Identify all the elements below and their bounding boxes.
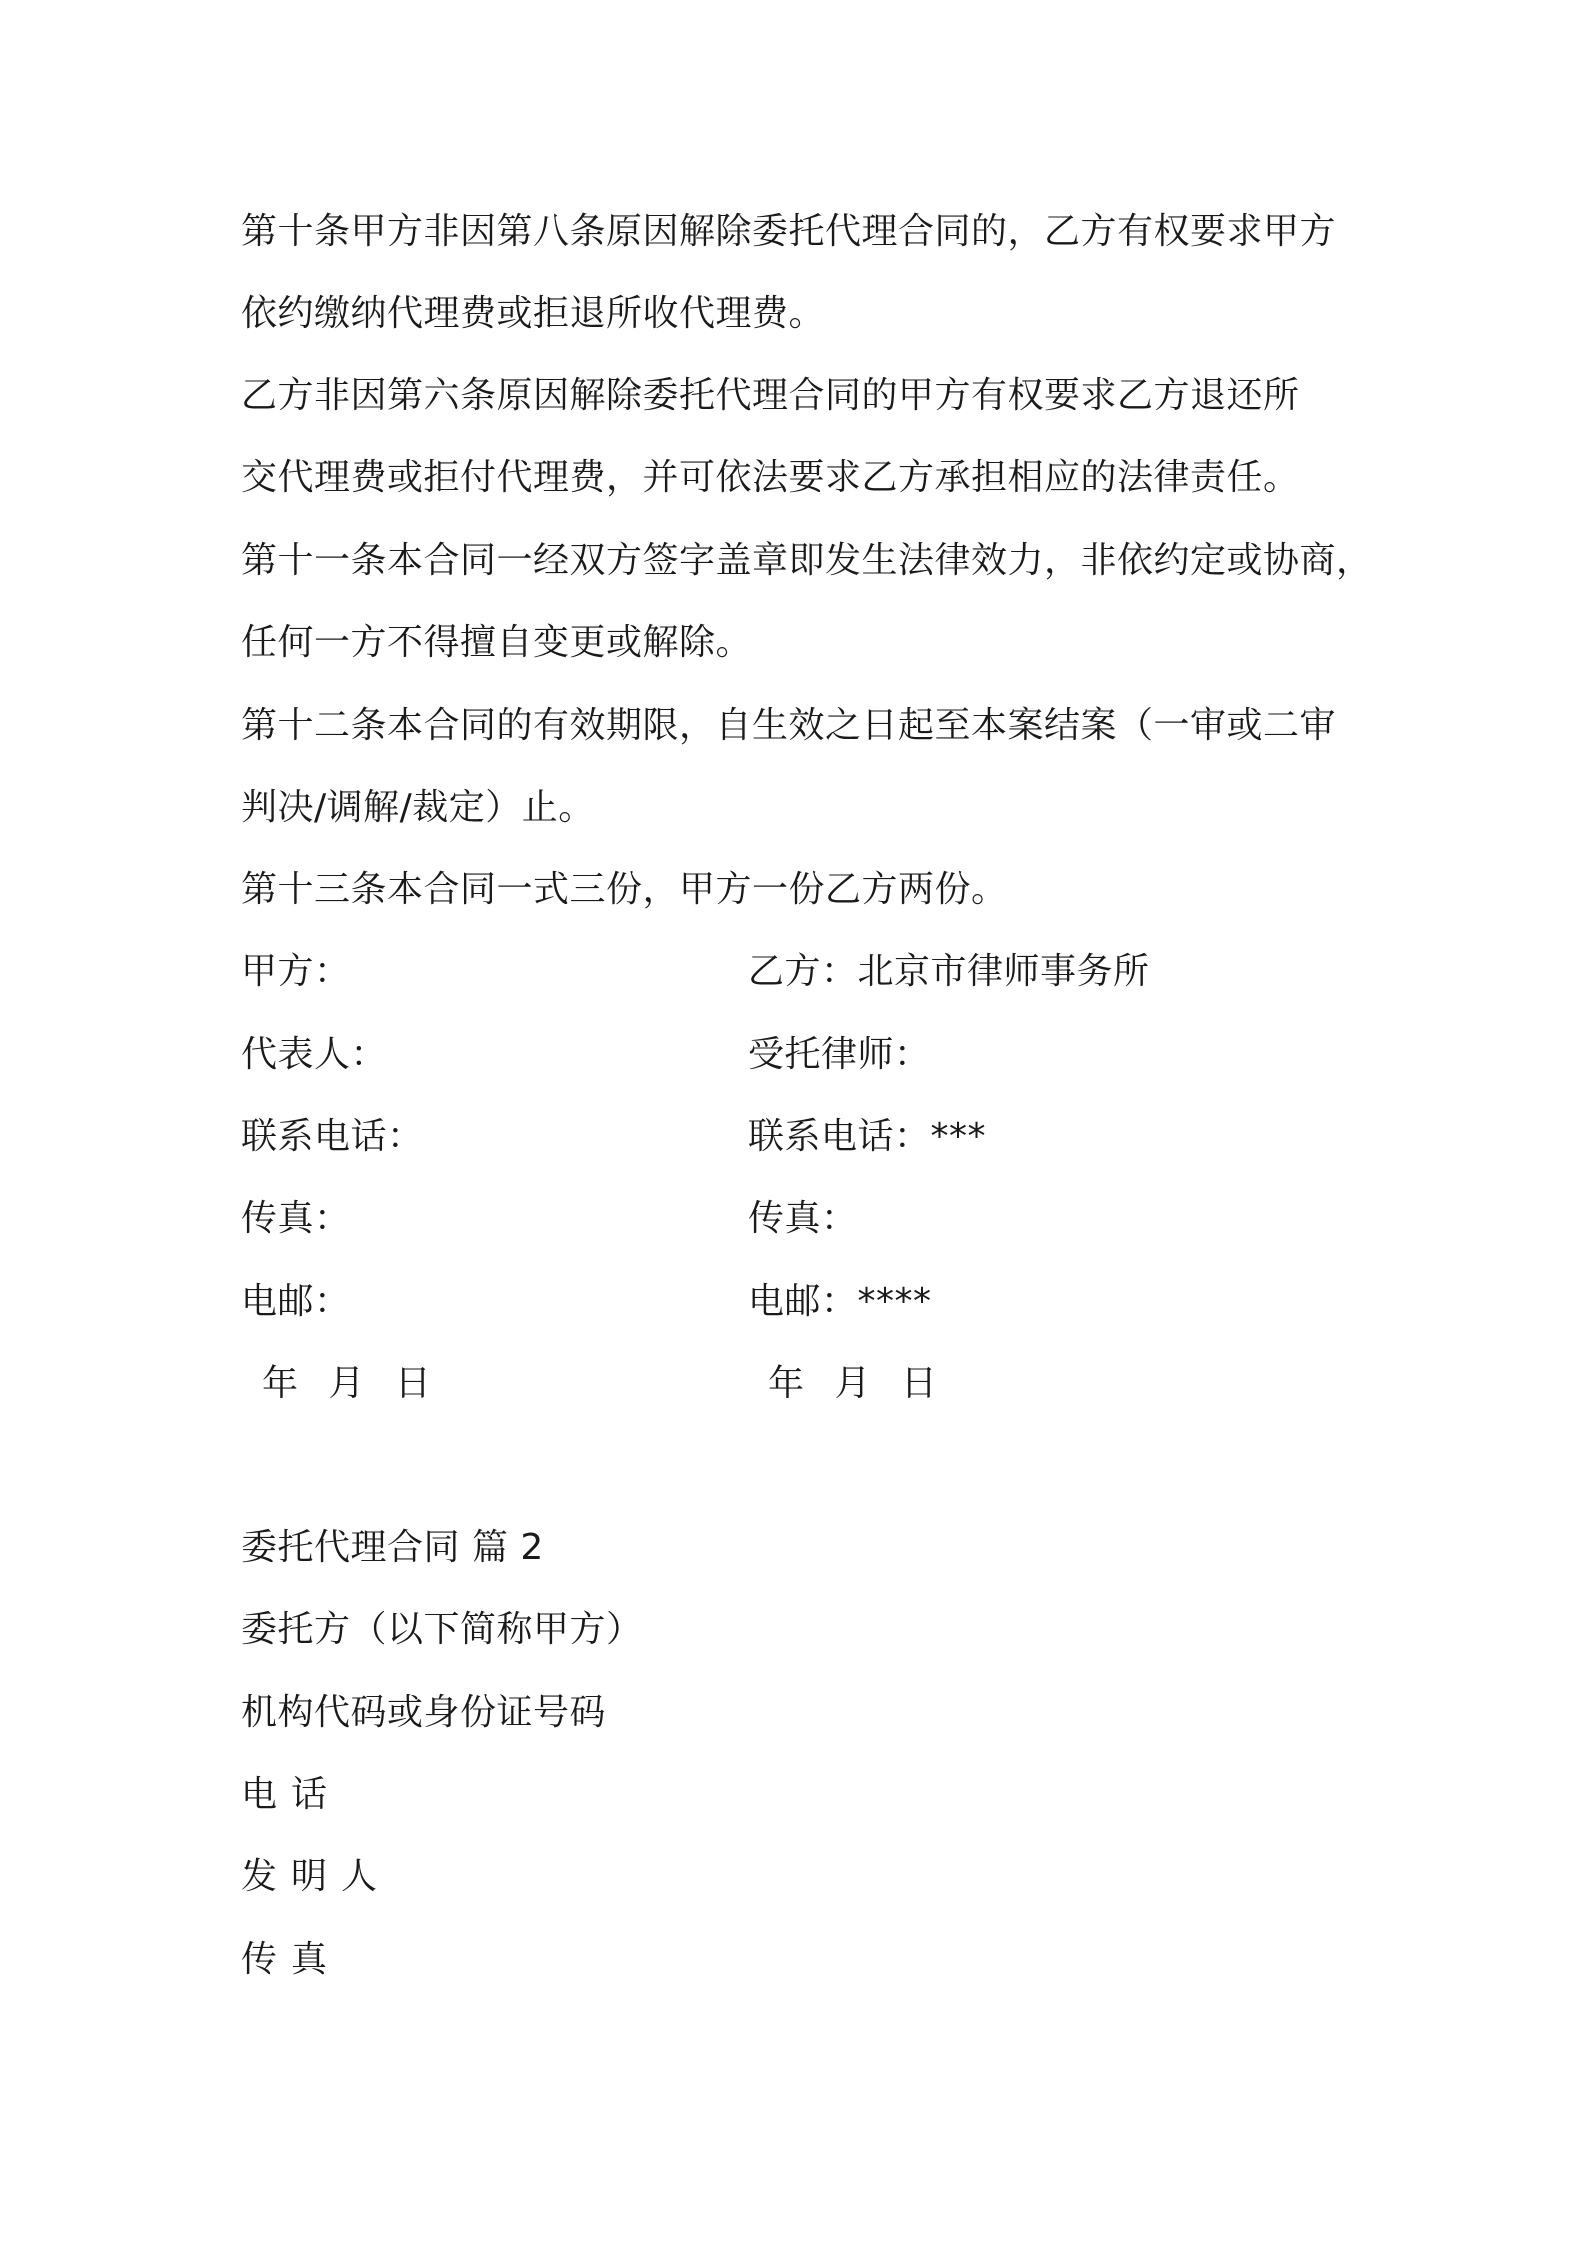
party-b-email-label: 电邮：**** (748, 1281, 932, 1322)
party-a-email-label: 电邮： (241, 1281, 351, 1322)
section-2-org-code-line: 机构代码或身份证号码 (241, 1692, 607, 1733)
party-a-representative-label: 代表人： (241, 1034, 388, 1075)
party-b-date: 年 月 日 (768, 1363, 938, 1404)
article-10-line-2: 依约缴纳代理费或拒退所收代理费。 (241, 293, 826, 334)
article-13-line-1: 第十三条本合同一式三份，甲方一份乙方两份。 (241, 869, 1008, 910)
article-12-line-2: 判决/调解/裁定）止。 (241, 787, 595, 828)
section-2-title: 委托代理合同 篇 2 (241, 1527, 544, 1568)
party-a-date: 年 月 日 (262, 1363, 432, 1404)
article-11-line-1: 第十一条本合同一经双方签字盖章即发生法律效力，非依约定或协商， (241, 540, 1373, 581)
party-a-phone-label: 联系电话： (241, 1116, 424, 1157)
party-a-fax-label: 传真： (241, 1198, 351, 1239)
article-11-line-2: 任何一方不得擅自变更或解除。 (241, 622, 753, 663)
article-10b-line-2: 交代理费或拒付代理费，并可依法要求乙方承担相应的法律责任。 (241, 457, 1300, 498)
section-2-phone-line: 电话 (241, 1774, 342, 1815)
article-10b-line-1: 乙方非因第六条原因解除委托代理合同的甲方有权要求乙方退还所 (241, 375, 1300, 416)
article-10-line-1: 第十条甲方非因第八条原因解除委托代理合同的，乙方有权要求甲方 (241, 211, 1337, 252)
party-b-phone-label: 联系电话：*** (748, 1116, 987, 1157)
party-a-label: 甲方： (241, 951, 351, 992)
section-2-fax-line: 传真 (241, 1939, 342, 1980)
party-b-lawyer-label: 受托律师： (748, 1034, 931, 1075)
section-2-inventor-line: 发明人 (241, 1856, 392, 1897)
party-b-label: 乙方：北京市律师事务所 (748, 951, 1150, 992)
article-12-line-1: 第十二条本合同的有效期限，自生效之日起至本案结案（一审或二审 (241, 705, 1337, 746)
party-b-fax-label: 传真： (748, 1198, 858, 1239)
section-2-client-line: 委托方（以下简称甲方） (241, 1609, 643, 1650)
